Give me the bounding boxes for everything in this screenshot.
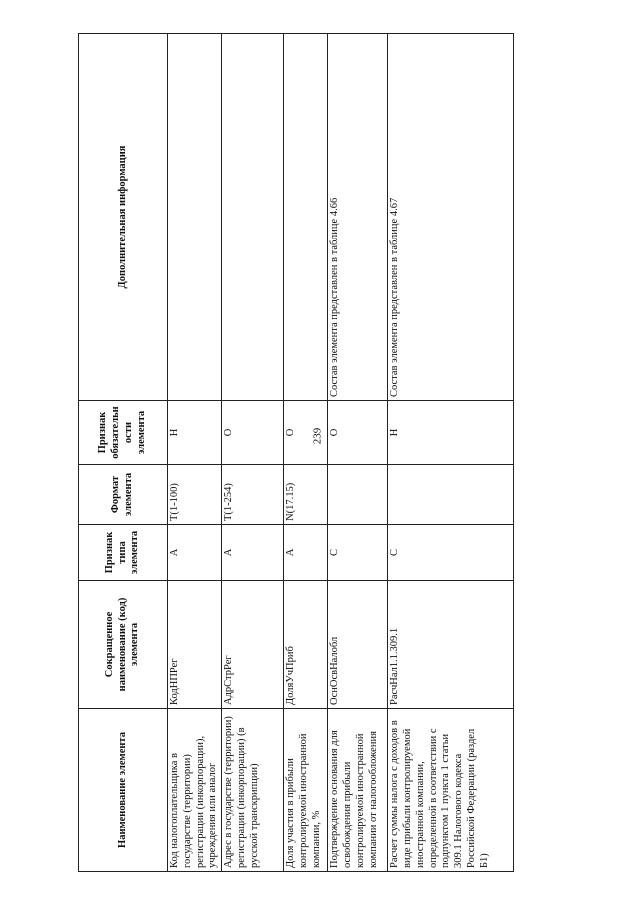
cell-type: С [388,525,514,581]
cell-required: О [328,401,388,465]
cell-format: T(1-254) [222,465,284,525]
header-additional-info: Дополнительная информация [79,34,168,401]
cell-code: АдрСтрРег [222,581,284,709]
cell-format: T(1-100) [168,465,222,525]
header-format: Формат элемента [79,465,168,525]
cell-code: ОснОсвНалобл [328,581,388,709]
cell-name: Адрес в государстве (территории) регистрации (инкорпорации) (в русской транскрипции) [222,709,284,872]
cell-info [222,34,284,401]
table-row [388,34,514,872]
cell-type: А [222,525,284,581]
cell-info: Состав элемента представлен в таблице 4.66 [328,34,388,401]
header-required: Признак обязательности элемента [79,401,168,465]
cell-info: Состав элемента представлен в таблице 4.67 [388,34,514,401]
page-number: 239 [311,427,324,445]
table-row [168,34,222,872]
table-header-row [79,34,168,872]
cell-name: Код налогоплательщика в государстве (территории) регистрации (инкорпорации), учреждения или аналог [168,709,222,872]
cell-format: N(17.15) [284,465,328,525]
table-row [222,34,284,872]
cell-name: Доля участия в прибыли контролируемой иностранной компании, % [284,709,328,872]
cell-code: КодНПРег [168,581,222,709]
cell-required: О [222,401,284,465]
table-row [284,34,328,872]
cell-name: Подтверждение основания для освобождения прибыли контролируемой иностранной компании от налогообложения [328,709,388,872]
cell-type: А [168,525,222,581]
cell-format [328,465,388,525]
cell-type: С [328,525,388,581]
header-type: Признак типа элемента [79,525,168,581]
cell-name: Расчет суммы налога с доходов в виде прибыли контролируемой иностранной компании, определенной в соответствии с подпунктом 1 пункта 1 статьи 309.1 Налогового кодекса Российской Федерации (раздел Б1) [388,709,514,872]
cell-required: О [284,401,328,465]
cell-format [388,465,514,525]
cell-info [168,34,222,401]
header-short-code: Сокращенное наименование (код) элемента [79,581,168,709]
cell-info [284,34,328,401]
cell-type: А [284,525,328,581]
elements-table [78,33,514,872]
table-row [328,34,388,872]
cell-required: Н [388,401,514,465]
cell-code: ДоляУчПриб [284,581,328,709]
cell-code: РасчНал1.1.309.1 [388,581,514,709]
header-element-name: Наименование элемента [79,709,168,872]
rotated-table-wrapper [78,34,514,872]
cell-required: Н [168,401,222,465]
